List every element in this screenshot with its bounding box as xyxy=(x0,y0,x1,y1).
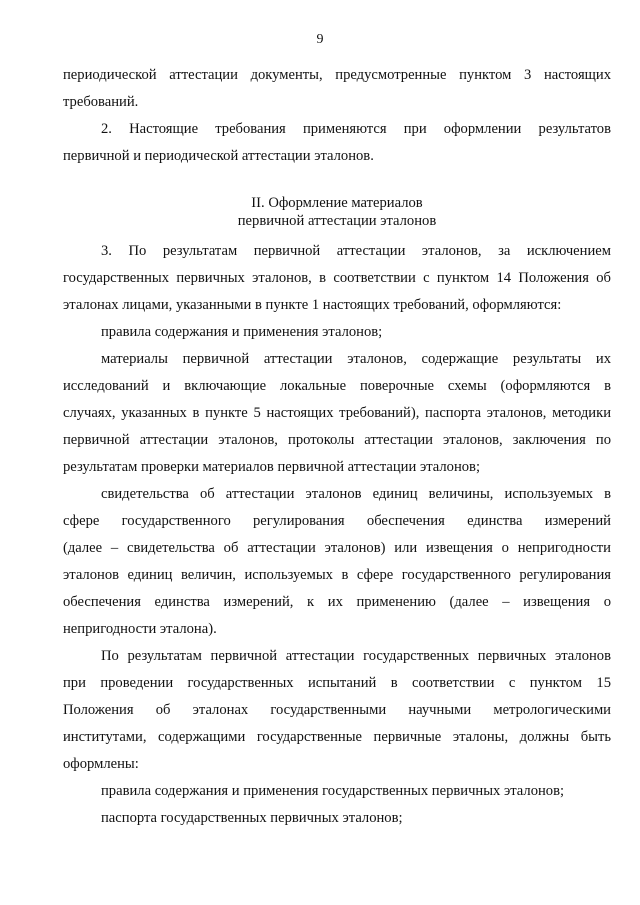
paragraph-line: правила содержания и применения государственных первичных эталонов; xyxy=(101,783,565,799)
paragraph-line: результатам проверки материалов первичной аттестации эталонов; xyxy=(63,459,481,475)
paragraph-line: оформлены: xyxy=(63,756,139,772)
paragraph-line: государственных первичных эталонов, в соответствии с пунктом 14 Положения об xyxy=(63,270,611,286)
paragraph-line: при проведении государственных испытаний в соответствии с пунктом 15 xyxy=(63,675,611,691)
paragraph-line: требований. xyxy=(63,94,139,110)
paragraph-line: эталонов единиц величин, используемых в сфере государственного регулирования xyxy=(63,567,611,583)
document-body xyxy=(63,62,611,832)
paragraph-line: свидетельства об аттестации эталонов единиц величины, используемых в xyxy=(101,486,611,502)
paragraph-line: обеспечения единства измерений, к их применению (далее – извещения о xyxy=(63,594,611,610)
page-number: 9 xyxy=(316,32,324,47)
paragraph-line: случаях, указанных в пункте 5 настоящих требований), паспорта эталонов, методики xyxy=(63,405,611,421)
paragraph-line: (далее – свидетельства об аттестации эталонов) или извещения о непригодности xyxy=(63,540,611,556)
paragraph-line: По результатам первичной аттестации государственных первичных эталонов xyxy=(101,648,611,664)
paragraph-line: первичной и периодической аттестации эталонов. xyxy=(63,148,374,164)
paragraph-line: периодической аттестации документы, предусмотренные пунктом 3 настоящих xyxy=(63,67,611,83)
paragraph-line: Положения об эталонах государственными научными метрологическими xyxy=(63,702,611,718)
paragraph-line: институтами, содержащими государственные первичные эталоны, должны быть xyxy=(63,729,611,745)
paragraph-line: исследований и включающие локальные поверочные схемы (оформляются в xyxy=(63,378,611,394)
paragraph-line: первичной аттестации эталонов, протоколы аттестации эталонов, заключения по xyxy=(63,432,611,448)
paragraph-line: сфере государственного регулирования обеспечения единства измерений xyxy=(63,513,611,529)
paragraph-line: 2. Настоящие требования применяются при оформлении результатов xyxy=(101,121,611,137)
section-heading: II. Оформление материалов xyxy=(251,195,423,211)
paragraph-line: 3. По результатам первичной аттестации эталонов, за исключением xyxy=(101,243,611,259)
paragraph-line: материалы первичной аттестации эталонов, содержащие результаты их xyxy=(101,351,611,367)
paragraph-line: паспорта государственных первичных эталонов; xyxy=(101,810,403,826)
paragraph-line: правила содержания и применения эталонов; xyxy=(101,324,383,340)
paragraph-line: непригодности эталона). xyxy=(63,621,217,637)
section-heading: первичной аттестации эталонов xyxy=(237,213,437,229)
paragraph-line: эталонах лицами, указанными в пункте 1 настоящих требований, оформляются: xyxy=(63,297,562,313)
